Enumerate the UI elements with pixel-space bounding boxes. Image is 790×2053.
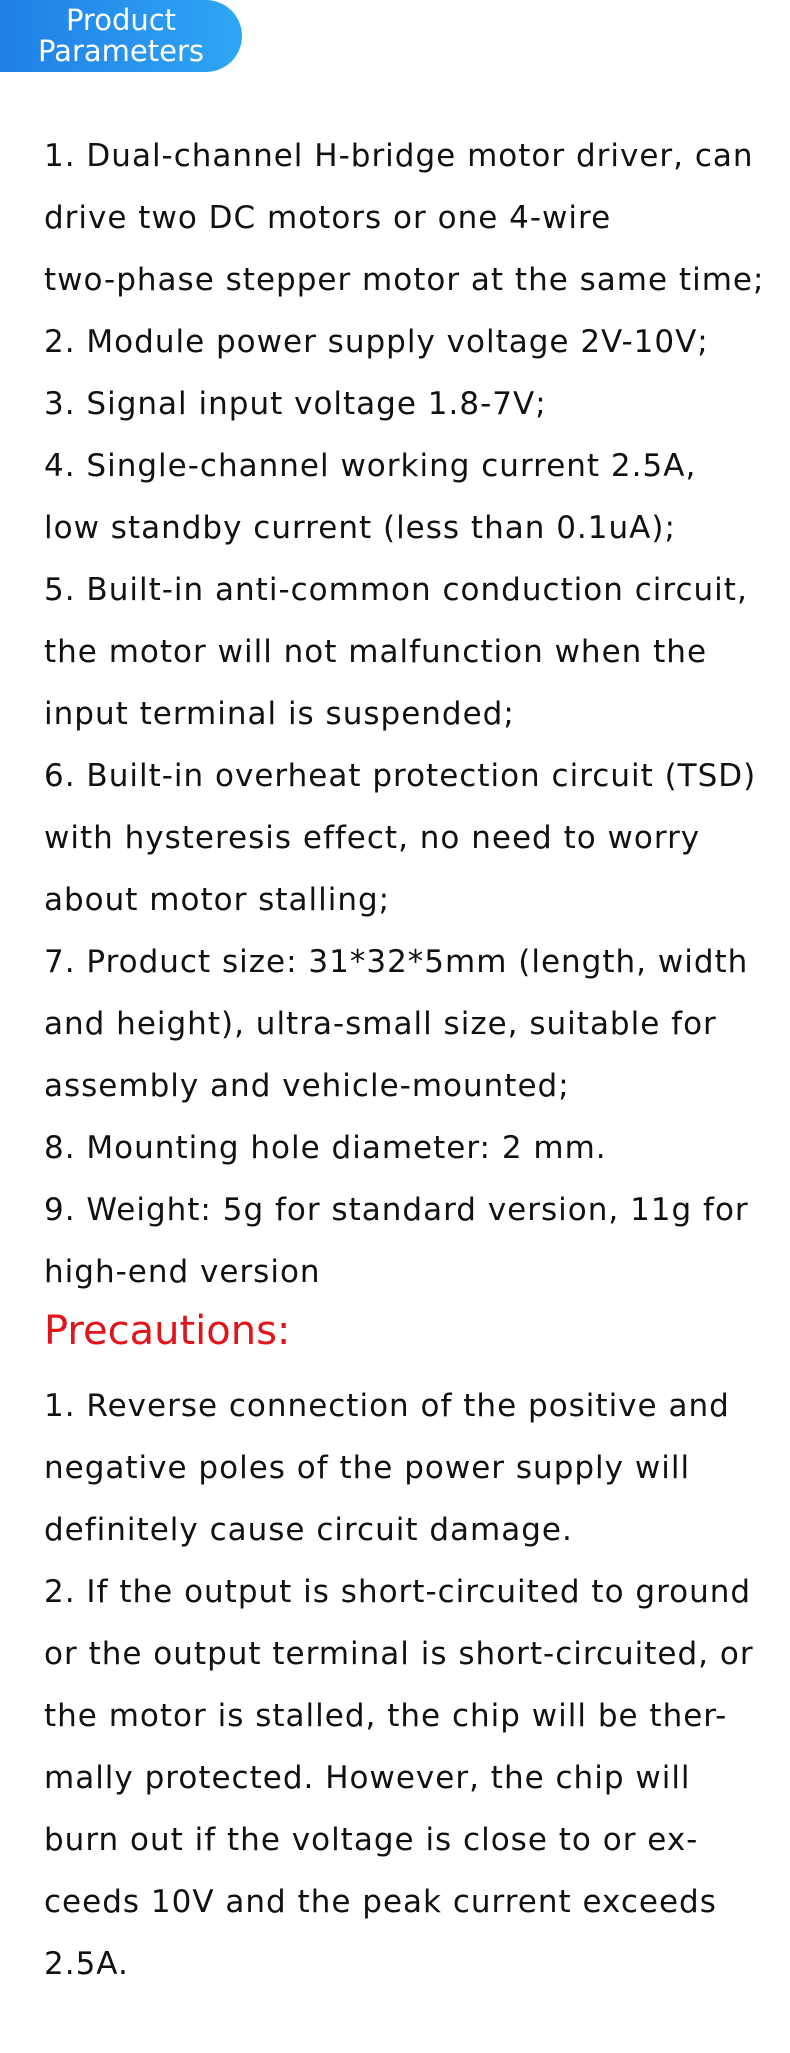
precaution-line: 2.5A. <box>44 1946 129 1982</box>
precaution-line: or the output terminal is short-circuited, or <box>44 1636 754 1672</box>
parameter-line: 3. Signal input voltage 1.8-7V; <box>44 386 547 422</box>
precaution-line: the motor is stalled, the chip will be ther- <box>44 1698 728 1734</box>
precautions-list <box>44 1375 764 1995</box>
parameter-line: drive two DC motors or one 4-wire <box>44 200 612 236</box>
parameter-line: high-end version <box>44 1254 321 1290</box>
parameter-line: 8. Mounting hole diameter: 2 mm. <box>44 1130 607 1166</box>
parameter-line: 7. Product size: 31*32*5mm (length, width <box>44 944 749 980</box>
parameter-line: 6. Built-in overheat protection circuit (TSD) <box>44 758 757 794</box>
parameter-line: two-phase stepper motor at the same time; <box>44 262 765 298</box>
precaution-line: negative poles of the power supply will <box>44 1450 691 1486</box>
precaution-line: ceeds 10V and the peak current exceeds <box>44 1884 717 1920</box>
parameter-line: 5. Built-in anti-common conduction circuit, <box>44 572 748 608</box>
banner-title: Product Parameters <box>38 3 204 68</box>
precaution-line: definitely cause circuit damage. <box>44 1512 573 1548</box>
parameter-line: input terminal is suspended; <box>44 696 515 732</box>
precaution-line: 1. Reverse connection of the positive and <box>44 1388 730 1424</box>
parameter-line: about motor stalling; <box>44 882 391 918</box>
parameter-line: 2. Module power supply voltage 2V-10V; <box>44 324 709 360</box>
precaution-line: mally protected. However, the chip will <box>44 1760 691 1796</box>
precautions-heading: Precautions: <box>44 1308 291 1354</box>
parameter-line: assembly and vehicle-mounted; <box>44 1068 570 1104</box>
parameter-line: low standby current (less than 0.1uA); <box>44 510 676 546</box>
parameter-line: 9. Weight: 5g for standard version, 11g for <box>44 1192 749 1228</box>
precaution-line: burn out if the voltage is close to or ex- <box>44 1822 699 1858</box>
parameter-line: with hysteresis effect, no need to worry <box>44 820 701 856</box>
parameter-line: 4. Single-channel working current 2.5A, <box>44 448 697 484</box>
parameter-line: 1. Dual-channel H-bridge motor driver, can <box>44 138 754 174</box>
parameters-list <box>44 125 764 1303</box>
product-parameters-banner <box>0 0 242 72</box>
parameter-line: the motor will not malfunction when the <box>44 634 708 670</box>
parameter-line: and height), ultra-small size, suitable for <box>44 1006 717 1042</box>
precaution-line: 2. If the output is short-circuited to ground <box>44 1574 752 1610</box>
